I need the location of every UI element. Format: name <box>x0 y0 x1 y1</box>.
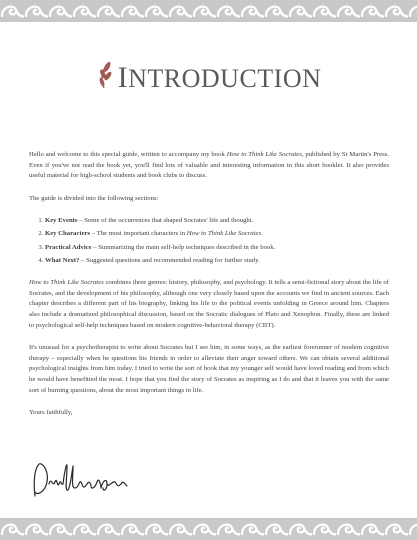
bottom-border <box>0 518 417 540</box>
list-item: 3. Practical Advice – Summarizing the main self-help techniques described in the book. <box>45 243 389 254</box>
page-title: INTRODUCTION <box>117 60 322 94</box>
list-item: 2. Key Characters – The most important characters in How to Think Like Socrates. <box>45 229 389 240</box>
top-border <box>0 0 417 22</box>
intro-paragraph: Hello and welcome to this special guide, written to accompany my book How to Think Like Socrates, published by St Martin's Press. Even if you've not read the book yet, you'll find lots of valuable and interesting information in this short booklet. It also provides useful material for high-school students and book clubs to discuss. <box>29 151 389 180</box>
sections-intro: The guide is divided into the following sections: <box>29 194 159 202</box>
wave-border-pattern <box>0 518 417 540</box>
handwritten-signature <box>29 458 139 502</box>
list-item: 4. What Next? – Suggested questions and recommended reading for further study. <box>45 256 389 267</box>
signoff: Yours faithfully, <box>29 409 73 417</box>
closing-paragraph: It's unusual for a psychotherapist to write about Socrates but I see him, in some ways, as the earliest forerunner of modern cognitive therapy – especially when he questions his friends in order to alleviate their anger toward others. We can obtain several additional psychological insights from him today. I tried to write the sort of book that my younger self would have loved reading and from which he would have benefitted the most. I hope that you find the story of Socrates as inspiring as I do and that it leaves you with the same sort of burning questions, about the most important things in life. <box>29 344 389 394</box>
heading <box>0 58 417 97</box>
sections-list <box>29 216 389 266</box>
genres-paragraph: How to Think Like Socrates combines three genres: history, philosophy, and psychology. It tells a semi-fictional story about the life of Socrates, and the development of his philosophy, although one very closely based upon the accounts we find in ancient sources. Each chapter describes a different part of his biography, linking his life to the political events unfolding in Greece around him. Chapters also include a dramatized philosophical discussion, based on the Socratic dialogues of Plato and Xenophon. Finally, these are linked to psychological self-help techniques based on modern cognitive-behavioral therapy (CBT). <box>29 279 389 329</box>
list-item: 1. Key Events – Some of the occurrences that shaped Socrates' life and thought. <box>45 216 389 227</box>
document-body <box>29 150 389 431</box>
wave-border-pattern <box>0 0 417 22</box>
olive-leaf-icon <box>96 58 118 97</box>
